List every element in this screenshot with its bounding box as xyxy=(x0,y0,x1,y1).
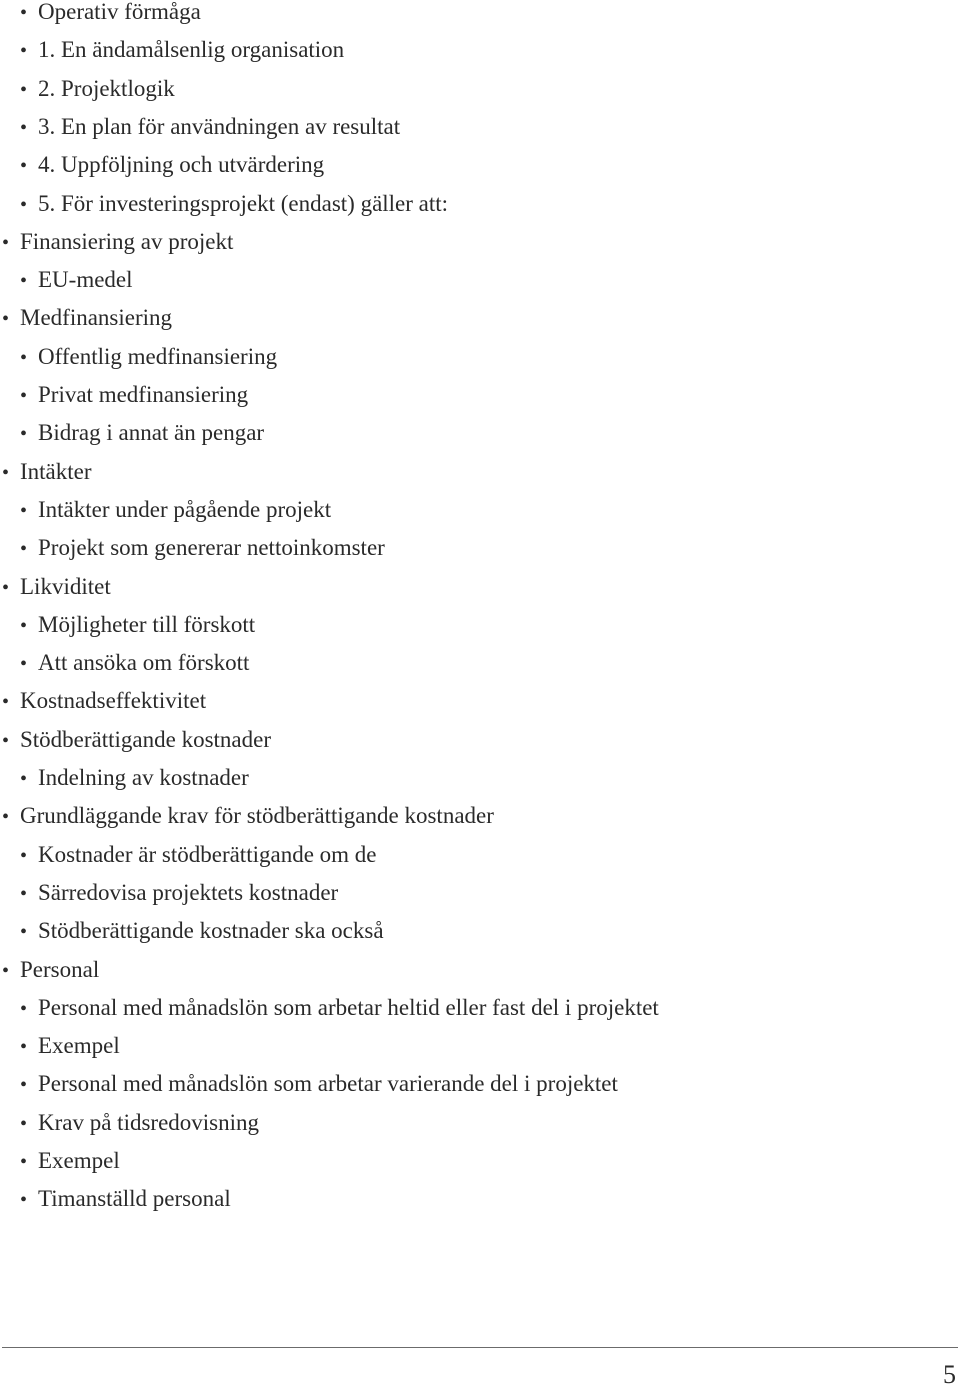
outline-item-label: Timanställd personal xyxy=(38,1186,231,1212)
outline-item-label: Offentlig medfinansiering xyxy=(38,343,278,369)
outline-subitem xyxy=(20,265,133,295)
outline-subitem xyxy=(20,840,377,870)
bullet-icon: • xyxy=(20,2,28,24)
bullet-icon: • xyxy=(20,155,28,178)
outline-subitem xyxy=(20,74,175,104)
bullet-icon: • xyxy=(2,461,10,484)
bullet-icon: • xyxy=(20,346,28,369)
outline-subitem xyxy=(20,916,384,946)
outline-heading-item xyxy=(2,725,271,755)
bullet-icon: • xyxy=(2,806,10,829)
outline-subitem xyxy=(20,1069,618,1099)
outline-subitem xyxy=(20,380,248,410)
outline-item-label: Intäkter xyxy=(20,458,92,484)
outline-subitem xyxy=(20,342,277,372)
outline-item-label: Bidrag i annat än pengar xyxy=(38,420,265,446)
outline-subitem xyxy=(20,610,255,640)
outline-subitem xyxy=(20,418,264,448)
bullet-icon: • xyxy=(20,1036,28,1059)
outline-item-label: Grundläggande krav för stödberättigande kostnader xyxy=(20,803,494,829)
page-number: 5 xyxy=(943,1360,956,1389)
bullet-icon: • xyxy=(2,231,10,254)
outline-item-label: Indelning av kostnader xyxy=(38,765,249,790)
bullet-icon: • xyxy=(2,308,10,331)
outline-subitem xyxy=(20,648,249,678)
outline-item-label: Stödberättigande kostnader ska också xyxy=(38,918,384,944)
footer-divider xyxy=(2,1347,958,1348)
outline-subitem xyxy=(20,495,331,525)
outline-item-label: Personal med månadslön som arbetar varierande del i projektet xyxy=(38,1071,618,1097)
outline-item-label: 4. Uppföljning och utvärdering xyxy=(38,152,325,178)
outline-subitem xyxy=(20,1031,120,1061)
outline-item-label: Stödberättigande kostnader xyxy=(20,726,272,752)
outline-heading-item xyxy=(2,955,99,985)
bullet-icon: • xyxy=(20,653,28,676)
outline-subitem xyxy=(20,112,400,142)
outline-heading-item xyxy=(2,801,494,831)
outline-item-label: EU-medel xyxy=(38,267,133,293)
outline-item-label: 1. En ändamålsenlig organisation xyxy=(38,37,345,63)
outline-item-label: Kostnadseffektivitet xyxy=(20,688,207,714)
bullet-icon: • xyxy=(20,614,28,637)
outline-subitem xyxy=(20,533,385,563)
outline-heading-item xyxy=(2,303,172,333)
outline-item-label: Operativ förmåga xyxy=(38,0,201,24)
bullet-icon: • xyxy=(20,1189,28,1212)
outline-heading-item xyxy=(2,457,92,487)
outline-heading-item xyxy=(2,572,111,602)
bullet-icon: • xyxy=(20,1074,28,1097)
bullet-icon: • xyxy=(20,997,28,1020)
bullet-icon: • xyxy=(20,1112,28,1135)
outline-subitem xyxy=(20,0,201,27)
outline-item-label: Krav på tidsredovisning xyxy=(38,1109,260,1135)
outline-heading-item xyxy=(2,686,206,716)
outline-item-label: 3. En plan för användningen av resultat xyxy=(38,113,401,139)
bullet-icon: • xyxy=(20,423,28,446)
bullet-icon: • xyxy=(20,538,28,561)
outline-item-label: 5. För investeringsprojekt (endast) gäller att: xyxy=(38,190,449,216)
bullet-icon: • xyxy=(20,270,28,293)
bullet-icon: • xyxy=(20,499,28,522)
bullet-icon: • xyxy=(20,768,28,790)
outline-item-label: Privat medfinansiering xyxy=(38,382,249,407)
bullet-icon: • xyxy=(20,1151,28,1173)
outline-item-label: Exempel xyxy=(38,1033,120,1059)
bullet-icon: • xyxy=(20,78,28,101)
outline-item-label: Särredovisa projektets kostnader xyxy=(38,879,339,905)
outline-item-label: Projekt som genererar nettoinkomster xyxy=(38,535,385,561)
bullet-icon: • xyxy=(20,844,28,867)
bullet-icon: • xyxy=(20,385,28,407)
outline-item-label: Likviditet xyxy=(20,573,111,599)
outline-subitem xyxy=(20,1146,120,1176)
bullet-icon: • xyxy=(20,921,28,944)
outline-subitem xyxy=(20,150,324,180)
bullet-icon: • xyxy=(20,40,28,63)
outline-subitem xyxy=(20,189,448,219)
outline-item-label: Möjligheter till förskott xyxy=(38,611,256,637)
outline-subitem xyxy=(20,993,659,1023)
bullet-icon: • xyxy=(20,193,28,216)
bullet-icon: • xyxy=(2,959,10,982)
outline-item-label: Kostnader är stödberättigande om de xyxy=(38,841,377,867)
outline-item-label: Att ansöka om förskott xyxy=(38,650,250,676)
outline-item-label: 2. Projektlogik xyxy=(38,75,175,101)
bullet-icon: • xyxy=(20,116,28,139)
outline-item-label: Exempel xyxy=(38,1148,120,1173)
outline-item-label: Personal xyxy=(20,956,100,982)
outline-item-label: Personal med månadslön som arbetar heltid eller fast del i projektet xyxy=(38,994,659,1020)
outline-item-label: Finansiering av projekt xyxy=(20,228,234,254)
outline-item-label: Medfinansiering xyxy=(20,305,173,331)
outline-subitem xyxy=(20,763,249,793)
outline-subitem xyxy=(20,1108,259,1138)
bullet-icon: • xyxy=(2,729,10,752)
outline-item-label: Intäkter under pågående projekt xyxy=(38,496,332,522)
bullet-icon: • xyxy=(20,882,28,905)
outline-subitem xyxy=(20,1184,231,1214)
outline-heading-item xyxy=(2,227,233,257)
outline-subitem xyxy=(20,35,344,65)
bullet-icon: • xyxy=(2,691,10,714)
bullet-icon: • xyxy=(2,576,10,599)
outline-subitem xyxy=(20,878,338,908)
